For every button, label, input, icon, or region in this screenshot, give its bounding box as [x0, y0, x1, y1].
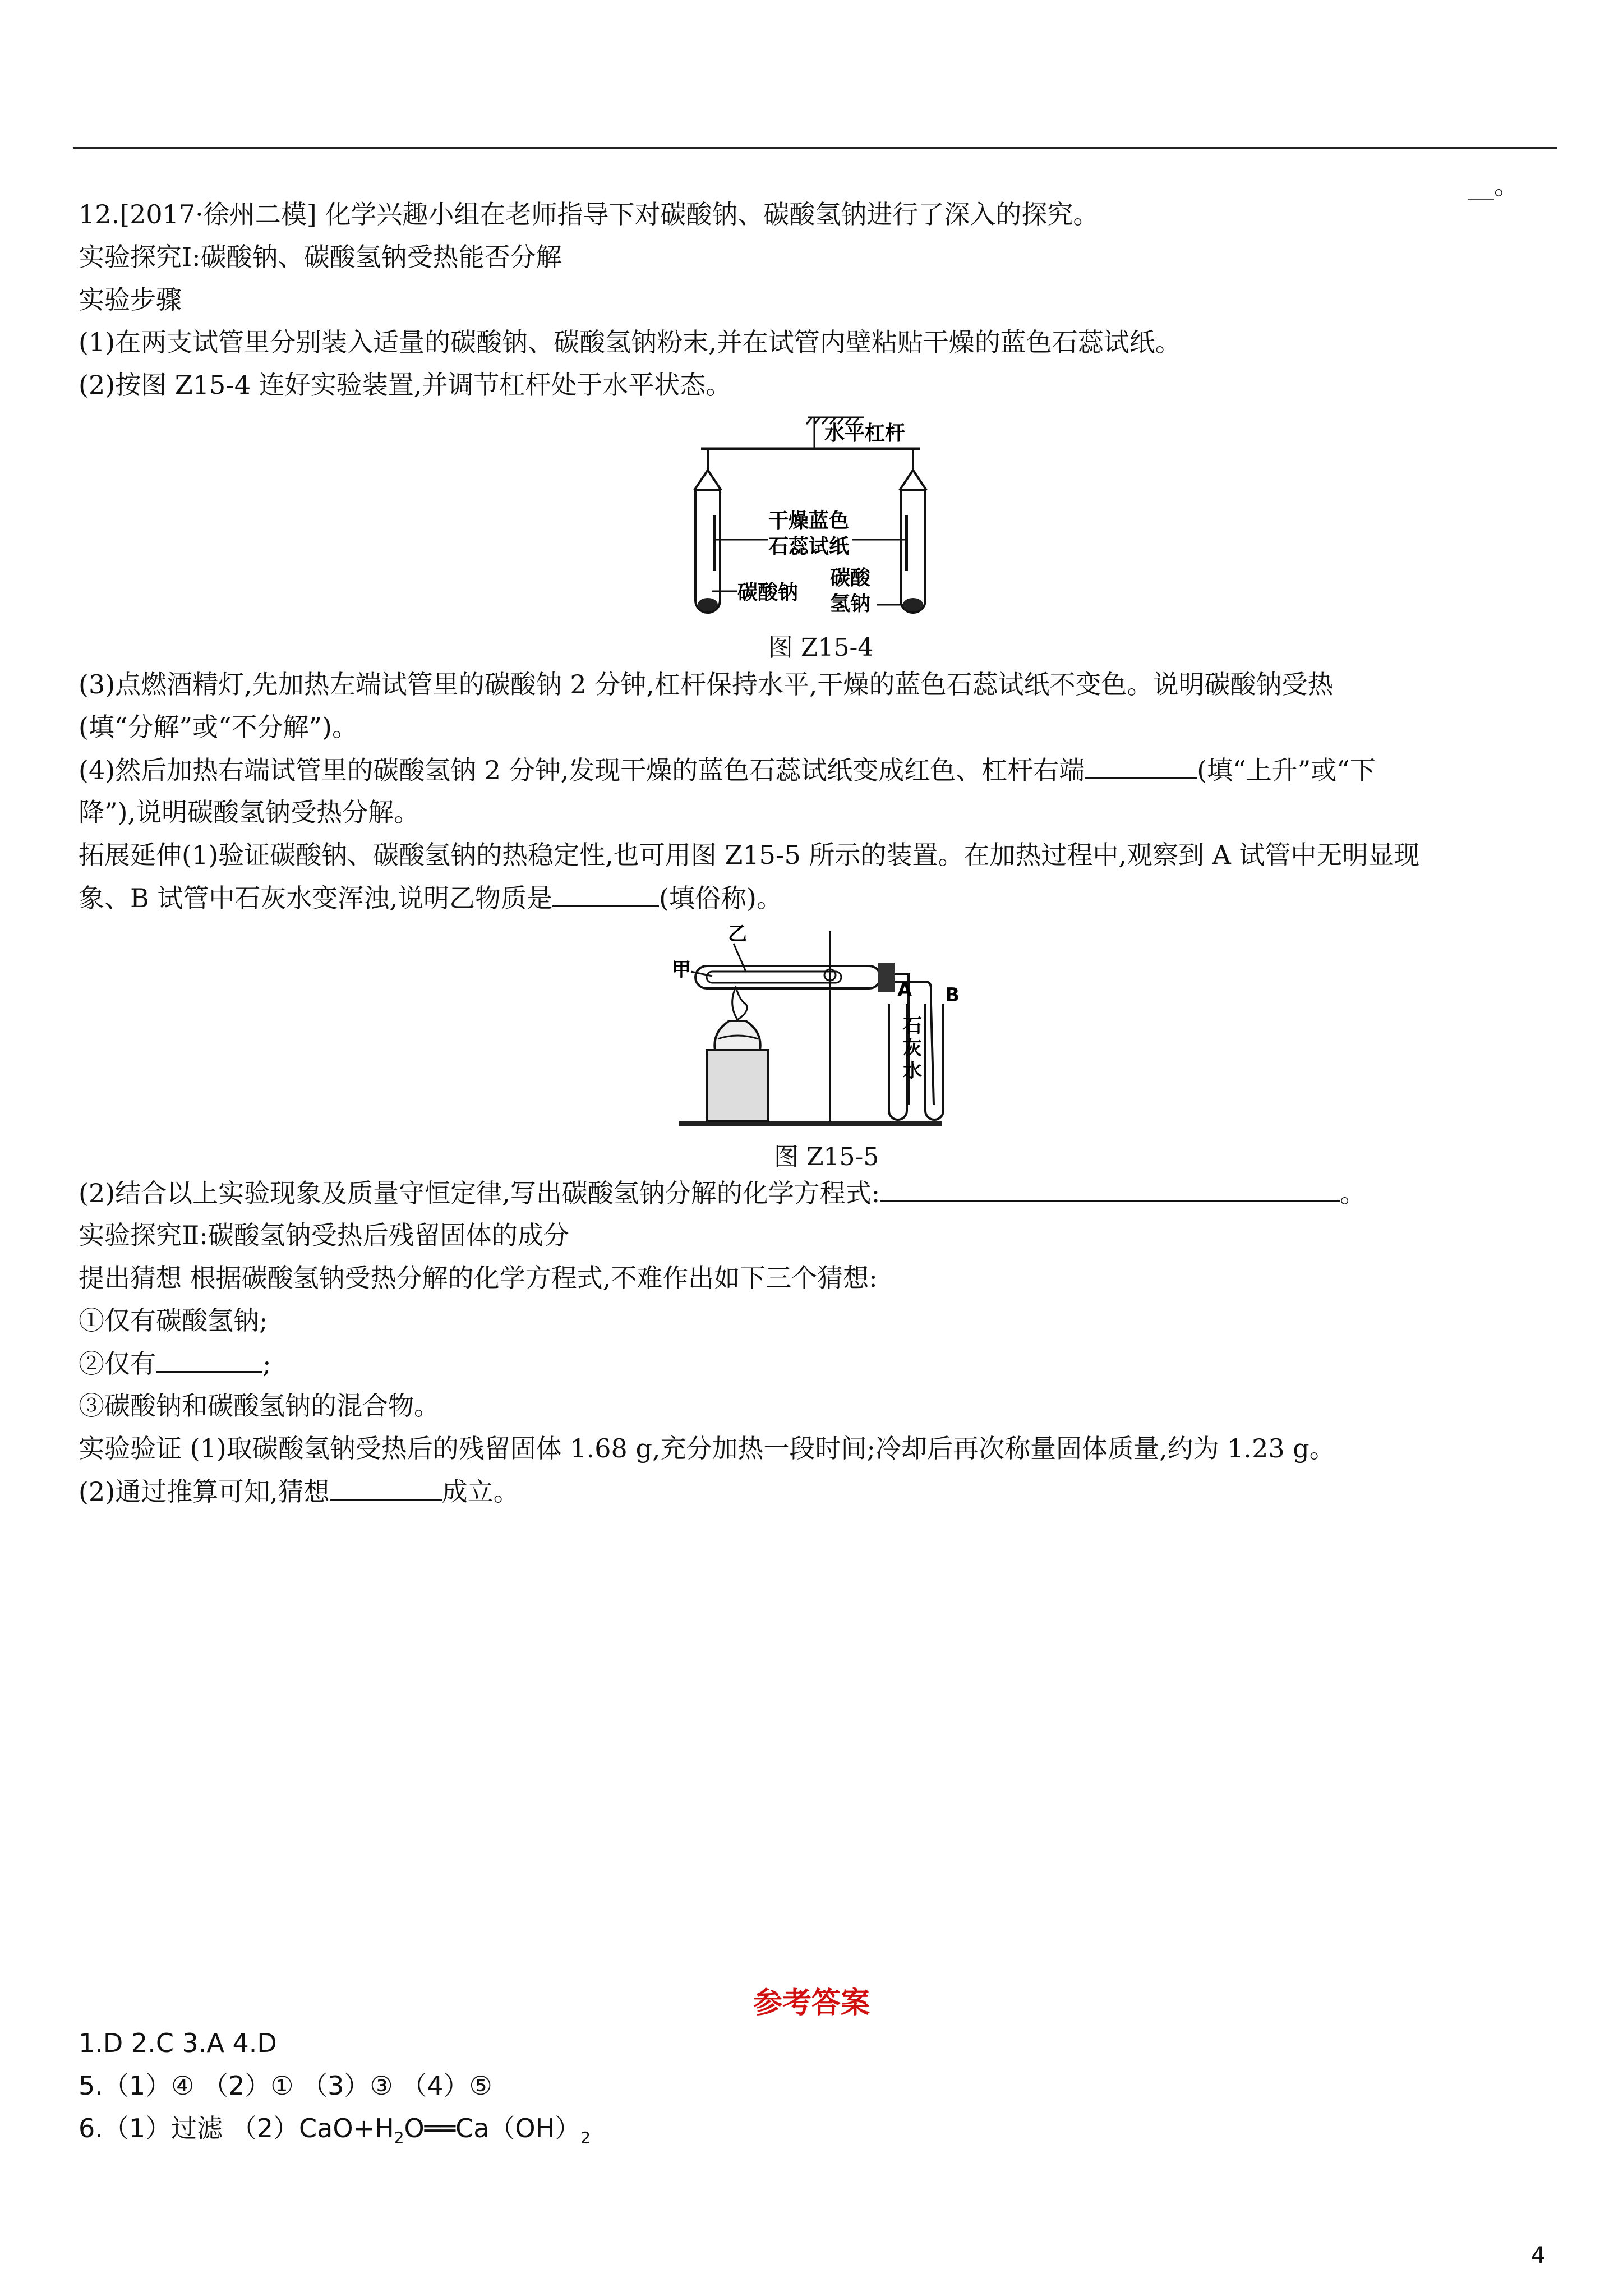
figure-z15-4-caption: 图 Z15-4: [768, 633, 874, 662]
answer-blank-conclusion[interactable]: [330, 1474, 442, 1501]
lamp-flame: [732, 987, 747, 1020]
step-3-line-1: (3)点燃酒精灯,先加热左端试管里的碳酸钠 2 分钟,杠杆保持水平,干燥的蓝色石蕊试纸不变色。说明碳酸钠受热: [79, 669, 1334, 700]
answer-blank-lever[interactable]: [1085, 753, 1197, 779]
hypothesis-2: [79, 1346, 271, 1381]
header-rule: [73, 147, 1557, 149]
step-1: (1)在两支试管里分别装入适量的碳酸钠、碳酸氢钠粉末,并在试管内壁粘贴干燥的蓝色石蕊试纸。: [79, 327, 1181, 357]
hypothesis-3: ③碳酸钠和碳酸氢钠的混合物。: [79, 1391, 440, 1421]
question-12: 12.[2017·徐州二模] 化学兴趣小组在老师指导下对碳酸钠、碳酸氢钠进行了深入的探究。: [79, 199, 1099, 229]
answer-blank-hypothesis[interactable]: [156, 1346, 262, 1373]
verification-2-text-pre: (2)通过推算可知,猜想: [79, 1476, 330, 1507]
right-powder: [903, 598, 923, 611]
label-lime-3: 水: [903, 1060, 922, 1082]
figure-z15-5: [662, 920, 976, 1133]
answers-line-2: 5.（1）④ （2）① （3）③ （4）⑤: [79, 2070, 492, 2101]
answers-line-3-pre: 6.（1）过滤 （2）CaO+H: [79, 2113, 394, 2143]
answer-blank-equation[interactable]: [880, 1176, 1340, 1202]
step-4-text-post: (填“上升”或“下: [1197, 755, 1376, 785]
step-4-text-pre: (4)然后加热右端试管里的碳酸氢钠 2 分钟,发现干燥的蓝色石蕊试纸变成红色、杠杆右端: [79, 755, 1085, 785]
step-4-line-2: 降”),说明碳酸氢钠受热分解。: [79, 797, 420, 827]
left-powder: [698, 598, 718, 611]
stopper: [878, 963, 895, 992]
verification-2-text-post: 成立。: [441, 1476, 519, 1507]
extension-1-text-post: (填俗称)。: [659, 883, 782, 913]
inner-tube: [707, 972, 841, 983]
label-b: B: [945, 984, 960, 1006]
step-2: (2)按图 Z15-4 连好实验装置,并调节杠杆处于水平状态。: [79, 370, 732, 400]
burner-block: [707, 1050, 768, 1121]
lever-label: 水平杠杆: [824, 422, 906, 445]
extension-2-text-pre: (2)结合以上实验现象及质量守恒定律,写出碳酸氢钠分解的化学方程式:: [79, 1178, 880, 1208]
answer-blank-common-name[interactable]: [552, 881, 659, 907]
right-tube: [900, 449, 926, 613]
extension-1-line-2: [79, 881, 782, 915]
answers-subscript-2: 2: [580, 2128, 591, 2147]
extension-2-text-post: 。: [1340, 1178, 1366, 1208]
exp2-title: 实验探究Ⅱ:碳酸氢钠受热后残留固体的成分: [79, 1220, 569, 1250]
hypothesis-1: ①仅有碳酸氢钠;: [79, 1305, 268, 1336]
answers-line-3: [79, 2111, 591, 2155]
verification-2: [79, 1474, 519, 1508]
nahco3-label-1: 碳酸: [830, 567, 871, 590]
extension-1-line-1: 拓展延伸(1)验证碳酸钠、碳酸氢钠的热稳定性,也可用图 Z15-5 所示的装置。在加热过程中,观察到 A 试管中无明显现: [79, 840, 1420, 870]
outer-tube: [695, 966, 880, 988]
verification-1: 实验验证 (1)取碳酸氢钠受热后的残留固体 1.68 g,充分加热一段时间;冷却后再次称量固体质量,约为 1.23 g。: [79, 1433, 1335, 1464]
nahco3-label-2: 氢钠: [830, 592, 871, 615]
exp1-title: 实验探究Ⅰ:碳酸钠、碳酸氢钠受热能否分解: [79, 242, 562, 272]
left-tube: [694, 449, 721, 613]
answers-line-3-mid: O══Ca（OH）: [404, 2113, 581, 2143]
figure-z15-5-caption: 图 Z15-5: [774, 1143, 879, 1171]
step-3-line-2: (填“分解”或“不分解”)。: [79, 712, 358, 742]
header-fragment: __。: [1468, 170, 1520, 200]
na2co3-label: 碳酸钠: [737, 581, 799, 604]
steps-title: 实验步骤: [79, 284, 182, 315]
label-a: A: [897, 979, 912, 1001]
extension-2: [79, 1176, 1366, 1210]
hypothesis-2-text-pre: ②仅有: [79, 1349, 156, 1379]
step-4-line-1: [79, 753, 1376, 787]
label-lime-2: 灰: [903, 1037, 922, 1060]
paper-label-2: 石蕊试纸: [768, 535, 850, 558]
label-jia: 甲: [672, 959, 691, 981]
extension-1-text-pre: 象、B 试管中石灰水变浑浊,说明乙物质是: [79, 883, 553, 913]
hypothesis-intro: 提出猜想 根据碳酸氢钠受热分解的化学方程式,不难作出如下三个猜想:: [79, 1263, 878, 1293]
label-lime-1: 石: [903, 1015, 922, 1037]
page-number: 4: [1531, 2243, 1546, 2269]
figure-z15-4: [656, 414, 959, 627]
hypothesis-2-text-post: ;: [262, 1349, 271, 1379]
paper-label-1: 干燥蓝色: [768, 509, 850, 532]
answers-subscript-1: 2: [394, 2128, 404, 2147]
label-yi: 乙: [728, 923, 747, 945]
answers-title: 参考答案: [753, 1986, 870, 2020]
answers-line-1: 1.D 2.C 3.A 4.D: [79, 2028, 277, 2058]
